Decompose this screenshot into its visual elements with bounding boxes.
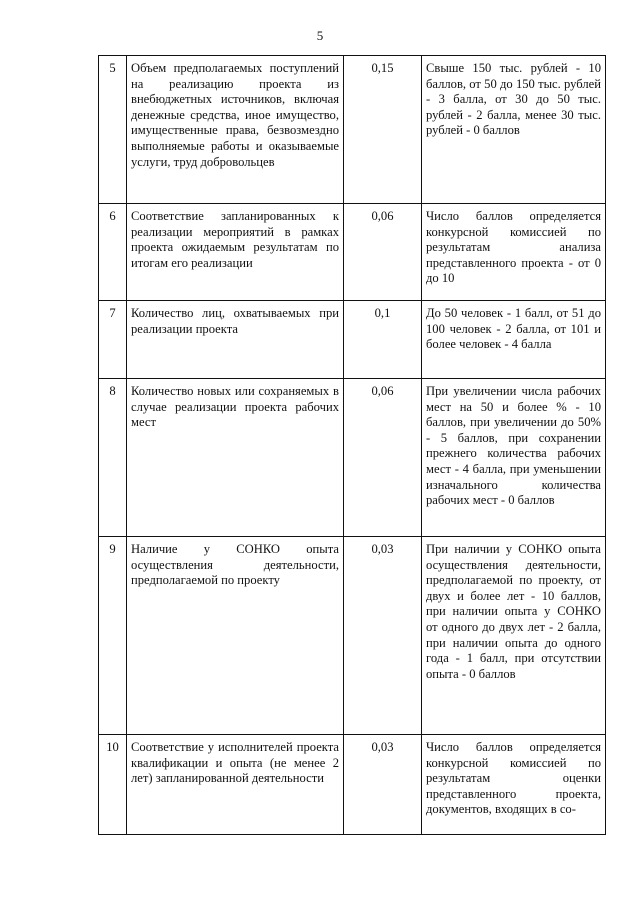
row-number: 6 xyxy=(99,204,127,301)
weight-value: 0,06 xyxy=(344,379,422,537)
scoring-text: Число баллов определяется конкурсной комиссией по результатам анализа представленного проекта - от 0 до 10 xyxy=(422,204,606,301)
table-row xyxy=(99,379,606,537)
weight-value: 0,06 xyxy=(344,204,422,301)
row-number: 10 xyxy=(99,735,127,835)
table-row xyxy=(99,56,606,204)
criterion-text: Соответствие у исполнителей проекта квалификации и опыта (не менее 2 лет) запланированной деятельности xyxy=(127,735,344,835)
table-row xyxy=(99,735,606,835)
weight-value: 0,03 xyxy=(344,735,422,835)
scoring-text: При наличии у СОНКО опыта осуществления деятельности, предполагаемой по проекту, от двух и более лет - 10 баллов, при наличии опыта у СОНКО от одного до двух лет - 2 балла, при наличии опыта до одного года - 1 балл, при отсутствии опыта - 0 баллов xyxy=(422,537,606,735)
row-number: 5 xyxy=(99,56,127,204)
criterion-text: Количество лиц, охватываемых при реализации проекта xyxy=(127,301,344,379)
table-row xyxy=(99,301,606,379)
criterion-text: Наличие у СОНКО опыта осуществления деятельности, предполагаемой по проекту xyxy=(127,537,344,735)
scoring-text: Свыше 150 тыс. рублей - 10 баллов, от 50 до 150 тыс. рублей - 3 балла, от 30 до 50 тыс. рублей - 2 балла, менее 30 тыс. рублей - 0 баллов xyxy=(422,56,606,204)
weight-value: 0,15 xyxy=(344,56,422,204)
criterion-text: Объем предполагаемых поступлений на реализацию проекта из внебюджетных источников, включая денежные средства, иное имущество, имущественные права, безвозмездно выполняемые работы и оказываемые услуги, труд добровольцев xyxy=(127,56,344,204)
row-number: 8 xyxy=(99,379,127,537)
scoring-text: До 50 человек - 1 балл, от 51 до 100 человек - 2 балла, от 101 и более человек - 4 балла xyxy=(422,301,606,379)
page-number: 5 xyxy=(316,28,324,43)
criteria-table xyxy=(98,55,606,835)
criterion-text: Количество новых или сохраняемых в случае реализации проекта рабочих мест xyxy=(127,379,344,537)
scoring-text: При увеличении числа рабочих мест на 50 и более % - 10 баллов, при увеличении до 50% - 5 баллов, при сохранении прежнего количества рабочих мест - 4 балла, при уменьшении изначального количества рабочих мест - 0 баллов xyxy=(422,379,606,537)
table-row xyxy=(99,537,606,735)
table-row xyxy=(99,204,606,301)
weight-value: 0,1 xyxy=(344,301,422,379)
criterion-text: Соответствие запланированных к реализации мероприятий в рамках проекта ожидаемым результатам по итогам его реализации xyxy=(127,204,344,301)
row-number: 7 xyxy=(99,301,127,379)
scoring-text: Число баллов определяется конкурсной комиссией по результатам оценки представленного проекта, документов, входящих в со- xyxy=(422,735,606,835)
row-number: 9 xyxy=(99,537,127,735)
weight-value: 0,03 xyxy=(344,537,422,735)
